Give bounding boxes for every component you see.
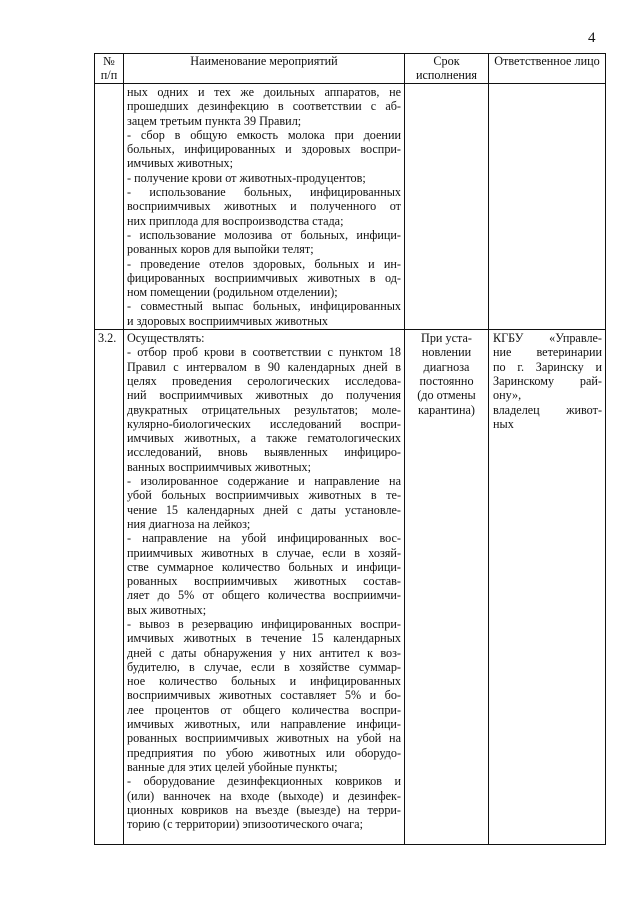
text-line: - направление на убой инфицированных вос- — [127, 531, 401, 546]
text-line: чение 15 календарных дней с даты установле- — [127, 502, 401, 517]
text-line: рованных восприимчивых животных на убой на — [127, 731, 401, 746]
text-line: убой больных восприимчивых животных в те- — [127, 488, 401, 503]
text-line: ний восприимчивых животных до получения — [127, 388, 401, 403]
text-line: (или) ванночек на входе (выходе) и дезинфек- — [127, 788, 401, 803]
text-line: - проведение отелов здоровых, больных и ин- — [127, 256, 401, 271]
header-term: Срок исполнения — [405, 54, 489, 84]
text-line: ванные для этих целей убойные пункты; — [127, 759, 338, 774]
header-number: № п/п — [95, 54, 124, 84]
text-line: фицированных восприимчивых животных в од- — [127, 270, 401, 285]
text-line: владелец живот- — [493, 402, 602, 417]
text-line: - сбор в общую емкость молока при доении — [127, 127, 401, 142]
text-line: вых животных; — [127, 602, 207, 617]
responsible-cell — [489, 84, 606, 330]
text-line: (до отмены — [417, 388, 476, 403]
text-line: - совместный выпас больных, инфицированных — [127, 299, 401, 314]
text-line: КГБУ «Управле- — [493, 331, 602, 346]
row-number — [95, 84, 124, 330]
text-line: рованных восприимчивых животных состав- — [127, 574, 401, 589]
text-line: лее процентов от общего количества воспри- — [127, 702, 401, 717]
text-line: кулярно-биологических исследований воспри- — [127, 416, 401, 431]
row-number: 3.2. — [95, 330, 124, 845]
text-line: больных, инфицированных и здоровых воспри- — [127, 142, 401, 157]
header-responsible: Ответственное лицо — [489, 54, 606, 84]
text-line: имчивых животных, а также гематологических — [127, 431, 401, 446]
text-line: имчивых животных, или направление инфици- — [127, 717, 401, 732]
text-line: предприятия по убою животных или оборудо- — [127, 745, 401, 760]
text-line: исследований, вновь выявленных инфициро- — [127, 445, 401, 460]
table-header-row — [95, 54, 606, 84]
text-line: ние ветеринарии — [493, 345, 602, 360]
term-cell — [405, 84, 489, 330]
text-line: - вывоз в резервацию инфицированных воспри- — [127, 616, 401, 631]
text-line: прошедших дезинфекцию в соответствии с аб- — [127, 99, 401, 114]
text-line: ных одних и тех же доильных аппаратов, не — [127, 85, 401, 99]
measures-table — [94, 53, 606, 845]
text-line: - получение крови от животных-продуцентов; — [127, 170, 366, 185]
text-line: ном помещении (родильном отделении); — [127, 285, 338, 300]
text-line: ния диагноза на лейкоз; — [127, 516, 251, 531]
text-line: восприимчивых животных составляет 5% и бо- — [127, 688, 401, 703]
text-line: ляет до 5% от общего количества восприимчи- — [127, 588, 401, 603]
text-line: и здоровых восприимчивых животных — [127, 313, 328, 328]
text-line: зацем третьим пункта 39 Правил; — [127, 113, 302, 128]
text-line: - оборудование дезинфекционных ковриков и — [127, 774, 401, 789]
text-line: постоянно — [419, 373, 474, 388]
text-line: целях проведения серологических исследова- — [127, 373, 401, 388]
text-line: приимчивых животных в случае, если в хозяй- — [127, 545, 401, 560]
text-line: них приплода для воспроизводства стада; — [127, 213, 344, 228]
text-line: - изолированное содержание и направление на — [127, 474, 401, 489]
text-line: имчивых животных в течение 15 календарных — [127, 631, 401, 646]
text-line: рованных коров для выпойки телят; — [127, 242, 314, 257]
header-measures: Наименование мероприятий — [124, 54, 405, 84]
text-line: имчивых животных; — [127, 156, 234, 171]
text-line: по г. Заринску и — [493, 359, 602, 374]
table-row — [95, 330, 606, 845]
text-line: Осуществлять: — [127, 331, 205, 346]
text-line: дней с даты обнаружения у них антител к воз- — [127, 645, 401, 660]
text-line: ное количество больных и инфицированных — [127, 674, 401, 689]
text-line: восприимчивых животных и полученного от — [127, 199, 401, 214]
text-line: ону», — [493, 388, 522, 403]
responsible-cell — [489, 330, 606, 845]
text-line: - отбор проб крови в соответствии с пунктом 18 — [127, 345, 401, 360]
text-line: ных — [493, 416, 514, 431]
table-row — [95, 84, 606, 330]
text-line: Заринскому рай- — [493, 373, 602, 388]
page-number: 4 — [588, 30, 596, 46]
text-line: ванных восприимчивых животных; — [127, 459, 312, 474]
text-line: ционных ковриков на въезде (выезде) на терри- — [127, 802, 401, 817]
text-line: новлении — [421, 345, 472, 360]
measure-text — [124, 330, 405, 845]
term-cell — [405, 330, 489, 845]
text-line: - использование больных, инфицированных — [127, 185, 401, 200]
text-line: карантина) — [417, 402, 475, 417]
measure-text — [124, 84, 405, 330]
text-line: торию (с территории) эпизоотического очага; — [127, 817, 363, 832]
text-line: - использование молозива от больных, инфици- — [127, 227, 401, 242]
text-line: двукратных отрицательных результатов; моле- — [127, 402, 401, 417]
text-line: Правил с интервалом в 90 календарных дней в — [127, 359, 401, 374]
text-line: стве суммарное количество больных и инфици- — [127, 559, 401, 574]
text-line: будителю, в случае, если в хозяйстве суммар- — [127, 659, 401, 674]
text-line: диагноза — [423, 359, 470, 374]
text-line: При уста- — [421, 331, 472, 346]
